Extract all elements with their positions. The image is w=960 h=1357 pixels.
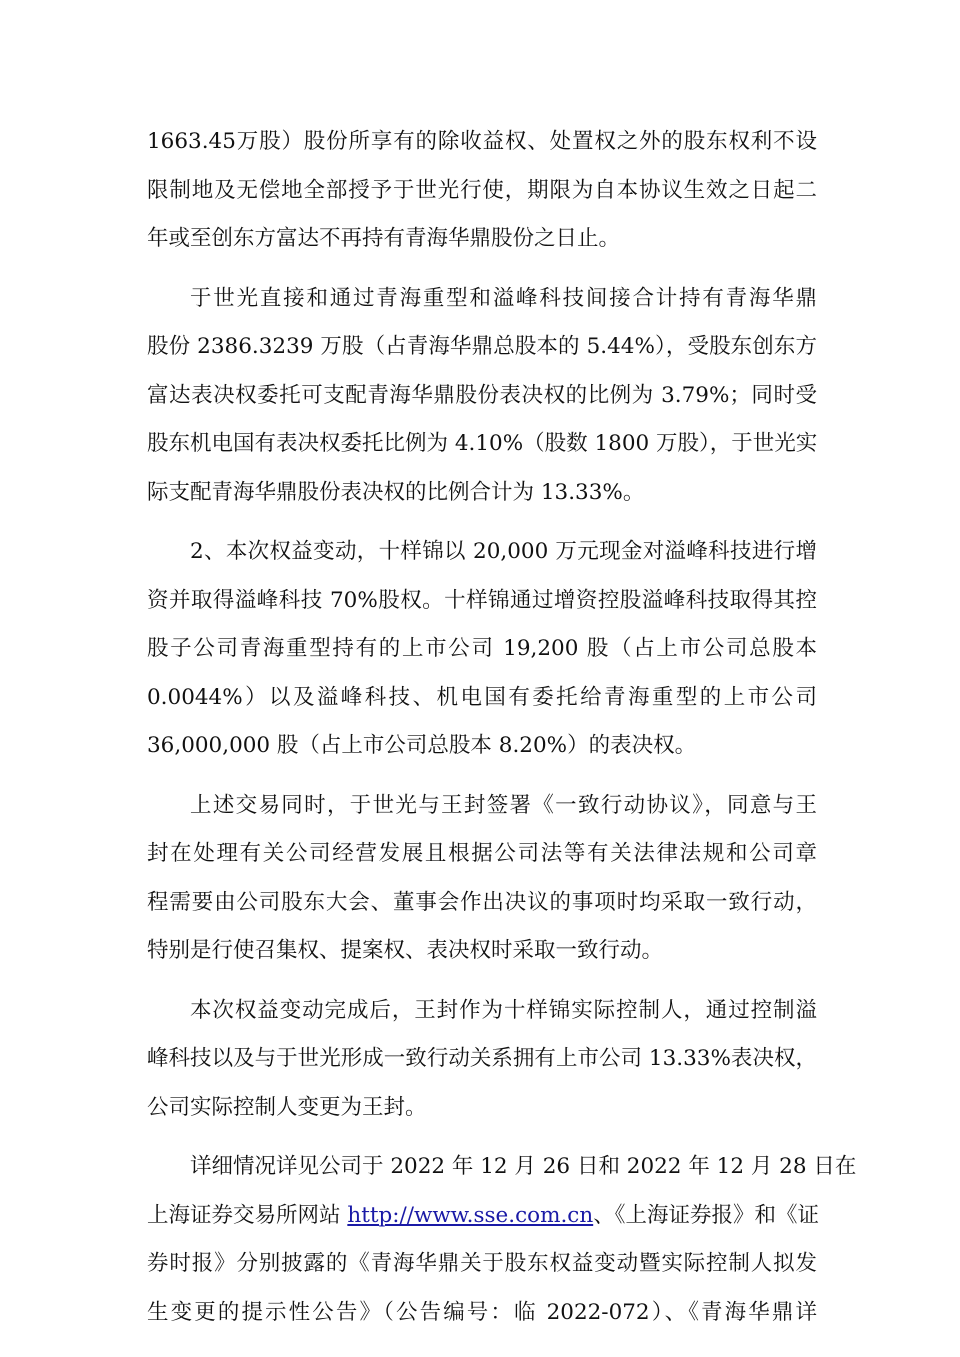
- text-line: 程需要由公司股东大会、董事会作出决议的事项时均采取一致行动，: [147, 889, 817, 915]
- text-line: 限制地及无偿地全部授予于世光行使，期限为自本协议生效之日起二: [147, 177, 817, 203]
- link-prefix-text: 上海证券交易所网站: [147, 1202, 348, 1228]
- sse-website-link[interactable]: http://www.sse.com.cn: [347, 1202, 594, 1228]
- paragraph-voting-rights-grant: [147, 118, 817, 264]
- text-line: 上述交易同时，于世光与王封签署《一致行动协议》，同意与王: [190, 792, 817, 818]
- text-line: 36,000,000 股（占上市公司总股本 8.20%）的表决权。: [147, 733, 697, 758]
- text-line: 封在处理有关公司经营发展且根据公司法等有关法律法规和公司章: [147, 841, 817, 866]
- text-line: 股子公司青海重型持有的上市公司 19,200 股（占上市公司总股本: [147, 636, 817, 661]
- text-line: 股东机电国有表决权委托比例为 4.10%（股数 1800 万股），于世光实: [147, 431, 818, 456]
- text-line: 本次权益变动完成后，王封作为十样锦实际控制人，通过控制溢: [190, 997, 817, 1023]
- paragraph-equity-change: [147, 528, 817, 771]
- text-line: 峰科技以及与于世光形成一致行动关系拥有上市公司 13.33%表决权，: [147, 1046, 817, 1071]
- text-line: 公司实际控制人变更为王封。: [147, 1094, 427, 1120]
- text-line: 股份 2386.3239 万股（占青海华鼎总股本的 5.44%），受股东创东方: [147, 334, 817, 359]
- paragraph-disclosure-details: [147, 1143, 857, 1337]
- text-line: 资并取得溢峰科技 70%股权。十样锦通过增资控股溢峰科技取得其控: [147, 587, 817, 613]
- text-line: 特别是行使召集权、提案权、表决权时采取一致行动。: [147, 938, 664, 963]
- text-line: 生变更的提示性公告》（公告编号：临 2022-072）、《青海华鼎详: [147, 1299, 817, 1325]
- text-line: 于世光直接和通过青海重型和溢峰科技间接合计持有青海华鼎: [190, 285, 817, 311]
- text-line: 详细情况详见公司于 2022 年 12 月 26 日和 2022 年 12 月 28 日在: [190, 1154, 857, 1179]
- link-suffix-text: 、《上海证券报》和《证: [593, 1202, 819, 1228]
- text-line: 际支配青海华鼎股份表决权的比例合计为 13.33%。: [147, 479, 645, 505]
- paragraph-shareholding-summary: [147, 275, 817, 518]
- text-line-with-link: [147, 1192, 817, 1241]
- paragraph-controller-change: [147, 987, 817, 1133]
- text-line: 2、本次权益变动，十样锦以 20,000 万元现金对溢峰科技进行增: [190, 539, 817, 564]
- text-line: 1663.45万股）股份所享有的除收益权、处置权之外的股东权利不设: [147, 129, 817, 154]
- text-line: 年或至创东方富达不再持有青海华鼎股份之日止。: [147, 226, 621, 251]
- paragraph-concert-agreement: [147, 782, 817, 976]
- text-line: 券时报》分别披露的《青海华鼎关于股东权益变动暨实际控制人拟发: [147, 1251, 817, 1276]
- text-line: 富达表决权委托可支配青海华鼎股份表决权的比例为 3.79%；同时受: [147, 382, 817, 408]
- text-line: 0.0044%）以及溢峰科技、机电国有委托给青海重型的上市公司: [147, 684, 817, 710]
- document-body: [147, 118, 857, 1348]
